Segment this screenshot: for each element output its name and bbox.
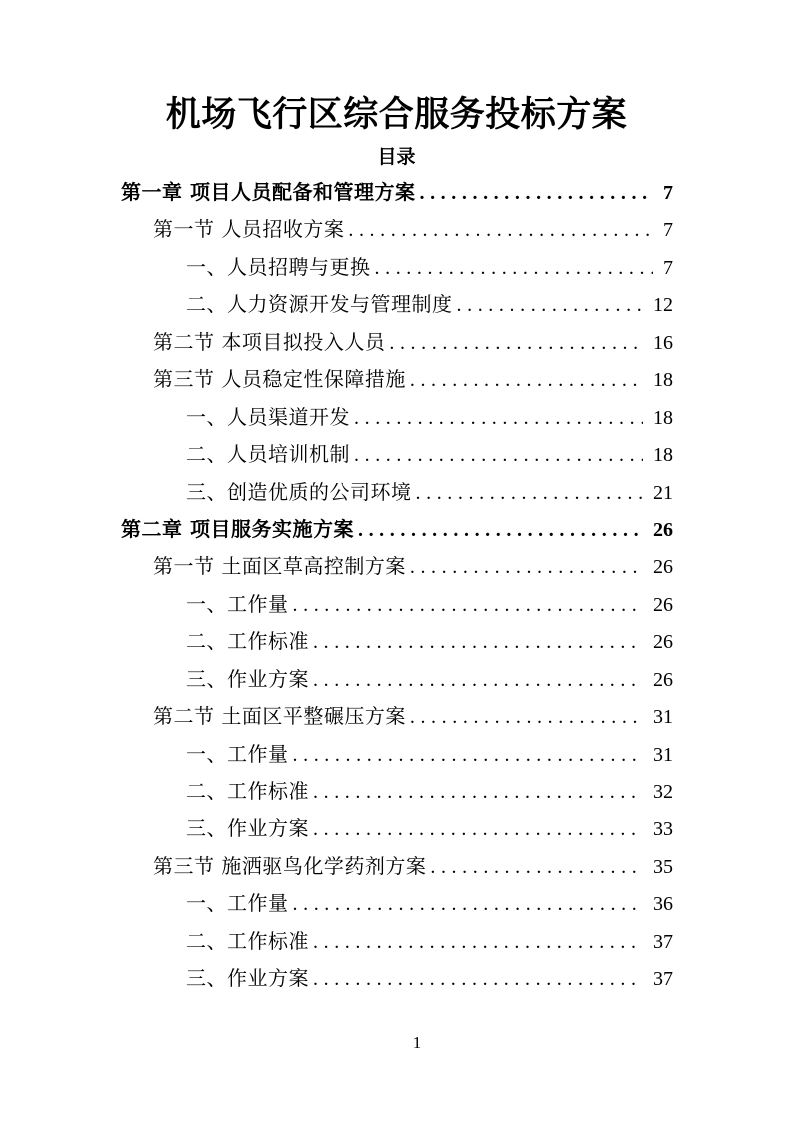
toc-heading: 目录: [377, 146, 416, 168]
dot-leader: [313, 624, 643, 661]
toc-entry-page: 26: [653, 556, 673, 579]
toc-entry-label: 第二节 本项目拟投入人员: [153, 329, 386, 354]
toc-entry-label: 二、人员培训机制: [186, 442, 350, 467]
toc-entry-page: 12: [653, 294, 673, 317]
toc-entry-section: [121, 361, 673, 398]
toc-entry-page: 31: [653, 706, 673, 729]
toc-entry-page: 32: [653, 781, 673, 803]
toc-entry-subsection: [121, 474, 673, 511]
toc-entry-label: 一、工作量: [186, 891, 289, 916]
dot-leader: [293, 737, 644, 774]
toc-entry-page: 26: [653, 593, 673, 616]
toc-entry-label: 一、人员渠道开发: [186, 404, 350, 429]
toc-entry-label: 一、工作量: [186, 591, 289, 616]
toc-entry-section: [121, 211, 673, 248]
toc-entry-label: 二、工作标准: [186, 928, 309, 953]
toc-entry-label: 第二节 土面区平整碾压方案: [153, 704, 406, 729]
toc-entry-section: [121, 548, 673, 585]
table-of-contents: [121, 174, 673, 998]
dot-leader: [419, 175, 653, 212]
toc-entry-page: 37: [653, 968, 673, 991]
toc-entry-page: 16: [653, 331, 673, 354]
toc-entry-label: 第一节 土面区草高控制方案: [153, 554, 406, 579]
toc-entry-page: 18: [653, 369, 673, 392]
toc-entry-page: 7: [663, 219, 673, 242]
toc-entry-label: 一、人员招聘与更换: [186, 254, 371, 279]
toc-entry-page: 18: [653, 444, 673, 467]
dot-leader: [410, 549, 643, 586]
toc-entry-subsection: [121, 586, 673, 623]
toc-entry-page: 31: [653, 743, 673, 766]
toc-entry-subsection: [121, 399, 673, 436]
toc-entry-label: 三、作业方案: [186, 666, 309, 691]
toc-entry-chapter: [121, 174, 673, 211]
toc-entry-page: 18: [653, 406, 673, 429]
dot-leader: [410, 699, 643, 736]
dot-leader: [293, 587, 644, 624]
dot-leader: [313, 811, 643, 848]
toc-entry-label: 第一节 人员招收方案: [153, 217, 345, 242]
dot-leader: [293, 886, 644, 923]
dot-leader: [430, 849, 643, 886]
dot-leader: [375, 250, 654, 287]
dot-leader: [313, 774, 643, 811]
toc-entry-subsection: [121, 810, 673, 847]
toc-entry-subsection: [121, 736, 673, 773]
toc-entry-section: [121, 324, 673, 361]
toc-entry-label: 第一章 项目人员配备和管理方案: [121, 180, 416, 204]
toc-entry-label: 一、工作量: [186, 741, 289, 766]
toc-entry-label: 三、作业方案: [186, 966, 309, 991]
toc-entry-page: 21: [653, 481, 673, 504]
toc-entry-section: [121, 848, 673, 885]
toc-entry-page: 36: [653, 893, 673, 916]
dot-leader: [313, 924, 643, 961]
toc-entry-label: 三、创造优质的公司环境: [186, 479, 412, 504]
toc-entry-subsection: [121, 773, 673, 810]
toc-entry-subsection: [121, 623, 673, 660]
toc-entry-page: 7: [663, 182, 673, 204]
toc-entry-subsection: [121, 249, 673, 286]
toc-entry-chapter: [121, 511, 673, 548]
dot-leader: [354, 437, 643, 474]
dot-leader: [389, 325, 643, 362]
toc-entry-page: 26: [653, 518, 673, 541]
dot-leader: [457, 287, 644, 324]
document-title: 机场飞行区综合服务投标方案: [165, 94, 628, 135]
toc-entry-page: 7: [663, 256, 673, 279]
toc-entry-subsection: [121, 960, 673, 997]
toc-entry-label: 第三节 施洒驱鸟化学药剂方案: [153, 853, 427, 878]
toc-entry-page: 37: [653, 930, 673, 953]
toc-entry-label: 第二章 项目服务实施方案: [121, 516, 354, 541]
toc-entry-subsection: [121, 885, 673, 922]
toc-entry-subsection: [121, 436, 673, 473]
dot-leader: [348, 212, 653, 249]
toc-entry-label: 三、作业方案: [186, 816, 309, 841]
toc-entry-subsection: [121, 286, 673, 323]
toc-entry-label: 二、工作标准: [186, 629, 309, 654]
dot-leader: [358, 512, 643, 549]
dot-leader: [410, 362, 643, 399]
toc-entry-page: 35: [653, 855, 673, 878]
toc-entry-label: 二、工作标准: [186, 779, 309, 803]
dot-leader: [313, 961, 643, 998]
toc-entry-label: 二、人力资源开发与管理制度: [186, 292, 453, 317]
toc-entry-page: 26: [653, 668, 673, 691]
dot-leader: [313, 662, 643, 699]
toc-entry-subsection: [121, 661, 673, 698]
dot-leader: [354, 400, 643, 437]
toc-entry-page: 26: [653, 631, 673, 654]
toc-entry-section: [121, 698, 673, 735]
page-number: 1: [412, 1033, 422, 1052]
toc-entry-subsection: [121, 923, 673, 960]
dot-leader: [416, 475, 644, 512]
toc-entry-page: 33: [653, 818, 673, 841]
toc-entry-label: 第三节 人员稳定性保障措施: [153, 367, 406, 392]
